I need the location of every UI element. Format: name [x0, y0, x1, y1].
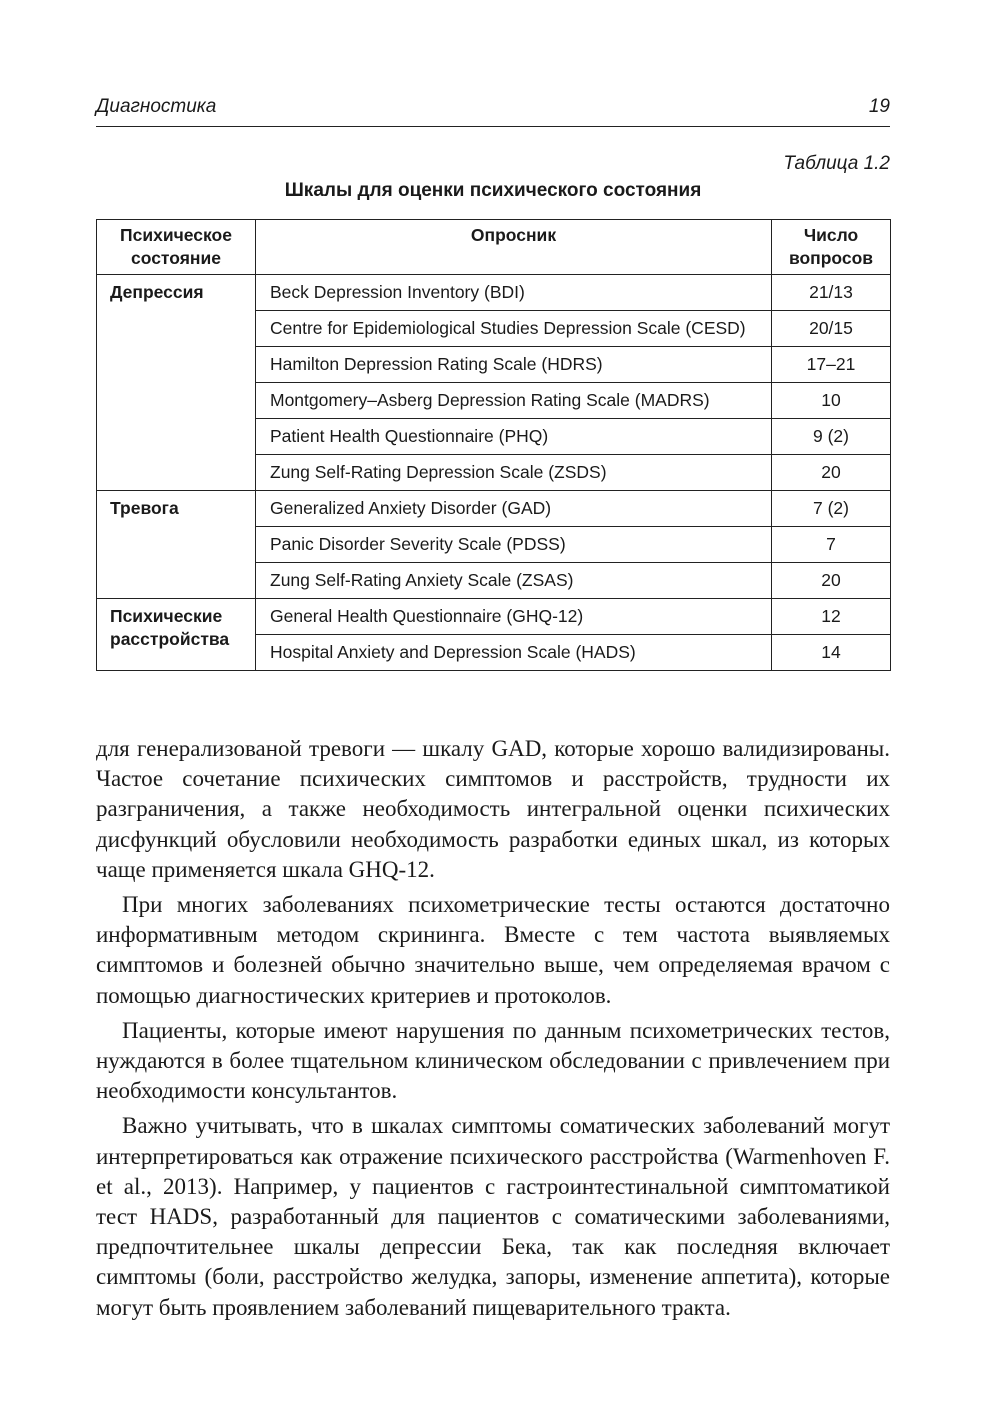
questionnaire-name: Beck Depression Inventory (BDI)	[256, 275, 772, 311]
state-mental-disorders: Психические расстройства	[97, 599, 256, 671]
column-header-questionnaire: Опросник	[256, 220, 772, 275]
questionnaire-name: Patient Health Questionnaire (PHQ)	[256, 419, 772, 455]
paragraph: Важно учитывать, что в шкалах симптомы соматических заболеваний могут интерпретироваться как отражение психического расстройства (Warmenhoven F. et al., 2013). Например, у пациентов с гастроинтестинальной симптоматикой тест HADS, разработанный для пациентов с соматическими заболеваниями, предпочтительнее шкалы депрессии Бека, так как последняя включает симптомы (боли, расстройство желудка, запоры, изменение аппетита), которые могут быть проявлением заболеваний пищеварительного тракта.	[96, 1113, 890, 1320]
question-count: 17–21	[772, 347, 891, 383]
questionnaire-name: Hamilton Depression Rating Scale (HDRS)	[256, 347, 772, 383]
questionnaire-name: Centre for Epidemiological Studies Depression Scale (CESD)	[256, 311, 772, 347]
question-count: 21/13	[772, 275, 891, 311]
column-header-count: Число вопросов	[772, 220, 891, 275]
questionnaire-name: General Health Questionnaire (GHQ-12)	[256, 599, 772, 635]
table-title: Шкалы для оценки психического состояния	[284, 180, 702, 201]
questionnaire-name: Zung Self-Rating Anxiety Scale (ZSAS)	[256, 563, 772, 599]
table-row	[97, 491, 891, 527]
paragraph: для генерализованой тревоги — шкалу GAD, которые хорошо валидизированы. Частое сочетание психических симптомов и расстройств, трудности их разграничения, а также необходимость интегральной оценки психических дисфункций обусловили необходимость разработки единых шкал, из которых чаще применяется шкала GHQ-12.	[96, 736, 890, 882]
state-anxiety: Тревога	[97, 491, 256, 599]
body-text	[96, 734, 890, 1328]
question-count: 20/15	[772, 311, 891, 347]
question-count: 9 (2)	[772, 419, 891, 455]
running-header	[96, 92, 890, 127]
question-count: 20	[772, 455, 891, 491]
questionnaire-name: Generalized Anxiety Disorder (GAD)	[256, 491, 772, 527]
question-count: 7 (2)	[772, 491, 891, 527]
paragraph: При многих заболеваниях психометрические тесты остаются достаточно информативным методом скрининга. Вместе с тем частота выявляемых симптомов и болезней обычно значительно выше, чем определяемая врачом с помощью диагностических критериев и протоколов.	[96, 892, 890, 1008]
paragraph: Пациенты, которые имеют нарушения по данным психометрических тестов, нуждаются в более тщательном клиническом обследовании с привлечением при необходимости консультантов.	[96, 1017, 890, 1104]
question-count: 20	[772, 563, 891, 599]
question-count: 7	[772, 527, 891, 563]
questionnaire-name: Montgomery–Asberg Depression Rating Scale (MADRS)	[256, 383, 772, 419]
header-section-title: Диагностика	[96, 96, 217, 117]
table-header-row	[97, 220, 891, 275]
question-count: 10	[772, 383, 891, 419]
questionnaire-name: Hospital Anxiety and Depression Scale (HADS)	[256, 635, 772, 671]
table-label: Таблица 1.2	[783, 153, 890, 174]
scales-table	[96, 219, 891, 671]
table-row	[97, 275, 891, 311]
state-depression: Депрессия	[97, 275, 256, 491]
questionnaire-name: Zung Self-Rating Depression Scale (ZSDS)	[256, 455, 772, 491]
column-header-state: Психическое состояние	[97, 220, 256, 275]
page-number: 19	[868, 96, 890, 117]
question-count: 14	[772, 635, 891, 671]
table-row	[97, 599, 891, 635]
questionnaire-name: Panic Disorder Severity Scale (PDSS)	[256, 527, 772, 563]
question-count: 12	[772, 599, 891, 635]
